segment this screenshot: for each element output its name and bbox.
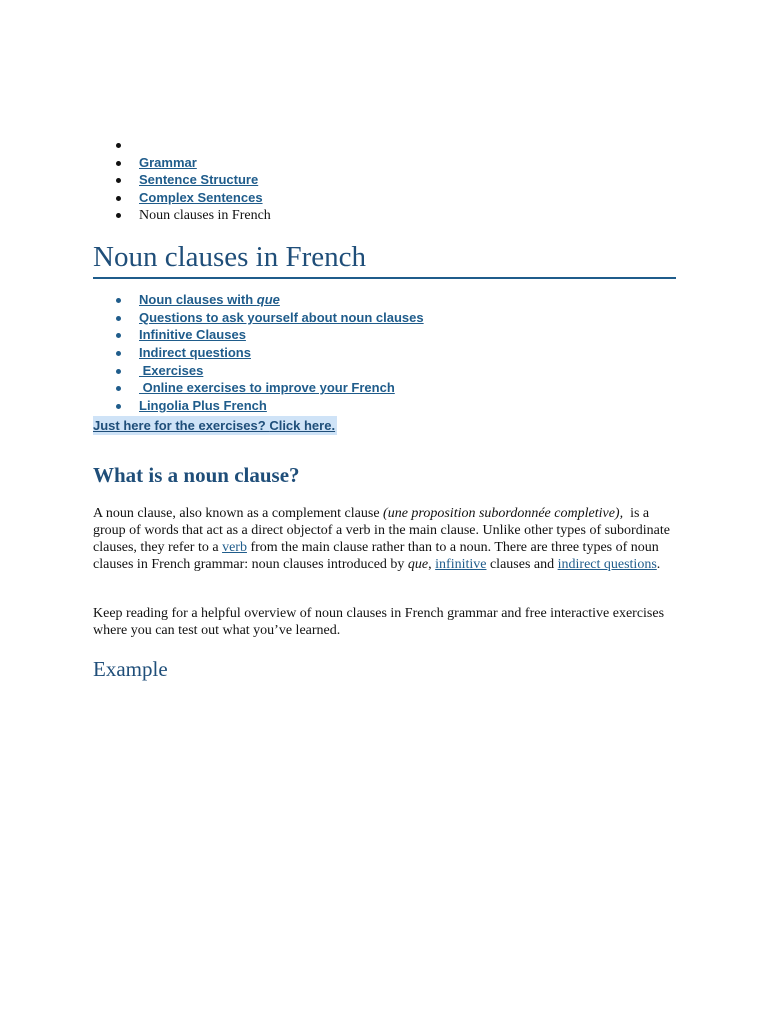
overview-paragraph: Keep reading for a helpful overview of noun clauses in French grammar and free interactive exercises where you can test out what you’ve learned. xyxy=(93,606,665,638)
toc-link-italic: que xyxy=(256,292,280,307)
example-heading: Example xyxy=(93,657,168,681)
toc-item xyxy=(93,362,424,380)
breadcrumb-link-grammar[interactable]: Grammar xyxy=(139,154,197,170)
intro-paragraph xyxy=(93,505,676,573)
paragraph-text: clauses and xyxy=(486,557,558,572)
toc-item xyxy=(93,344,424,362)
infinitive-link[interactable]: infinitive xyxy=(435,557,487,572)
click-here-link[interactable]: Click here. xyxy=(269,418,336,433)
breadcrumb-empty-item xyxy=(93,136,271,154)
breadcrumb-link-sentence-structure[interactable]: Sentence Structure xyxy=(139,172,259,187)
paragraph-text: A noun clause, also known as a complement clause xyxy=(93,506,384,521)
toc-link-exercises[interactable]: Exercises xyxy=(139,362,204,378)
toc-link-text: Noun clauses with xyxy=(139,292,257,307)
toc-item xyxy=(93,326,424,344)
paragraph-text: is a group of words that act as a direct objectof a verb in the main clause. Unlike other types of subordinate clauses, they refer to a xyxy=(93,506,674,555)
verb-link[interactable]: verb xyxy=(222,540,247,555)
breadcrumb-item xyxy=(93,171,271,189)
section-heading: What is a noun clause? xyxy=(93,463,300,487)
breadcrumb xyxy=(93,136,271,224)
toc-link-noun-clauses-with-que[interactable] xyxy=(139,292,280,307)
exercises-jump-text[interactable]: Just here for the exercises? xyxy=(93,418,270,433)
toc-link-indirect-questions[interactable]: Indirect questions xyxy=(139,345,251,361)
toc-link-infinitive-clauses[interactable]: Infinitive Clauses xyxy=(139,327,246,343)
toc-link-lingolia-plus[interactable]: Lingolia Plus French xyxy=(139,398,267,414)
paragraph-italic: que xyxy=(407,557,429,572)
indirect-questions-link[interactable]: indirect questions xyxy=(557,557,657,572)
toc-item xyxy=(93,291,424,309)
breadcrumb-item xyxy=(93,189,271,207)
breadcrumb-current: Noun clauses in French xyxy=(139,208,271,223)
exercises-jump-banner xyxy=(93,416,337,435)
toc-item xyxy=(93,309,424,327)
breadcrumb-item xyxy=(93,154,271,172)
table-of-contents xyxy=(93,291,424,415)
toc-item xyxy=(93,379,424,397)
breadcrumb-item xyxy=(93,206,271,224)
paragraph-text: . xyxy=(656,557,661,572)
paragraph-text: , xyxy=(428,557,436,572)
toc-item xyxy=(93,397,424,415)
page-title: Noun clauses in French xyxy=(93,238,676,279)
paragraph-italic: (une proposition subordonnée completive), xyxy=(383,506,624,521)
paragraph-text: from the main clause rather than to a noun. There are three types of noun clauses in French grammar: noun clauses introduced by xyxy=(93,540,659,572)
breadcrumb-link-complex-sentences[interactable]: Complex Sentences xyxy=(139,189,263,205)
toc-link-questions[interactable]: Questions to ask yourself about noun clauses xyxy=(139,309,424,325)
toc-link-online-exercises[interactable]: Online exercises to improve your French xyxy=(139,380,395,396)
